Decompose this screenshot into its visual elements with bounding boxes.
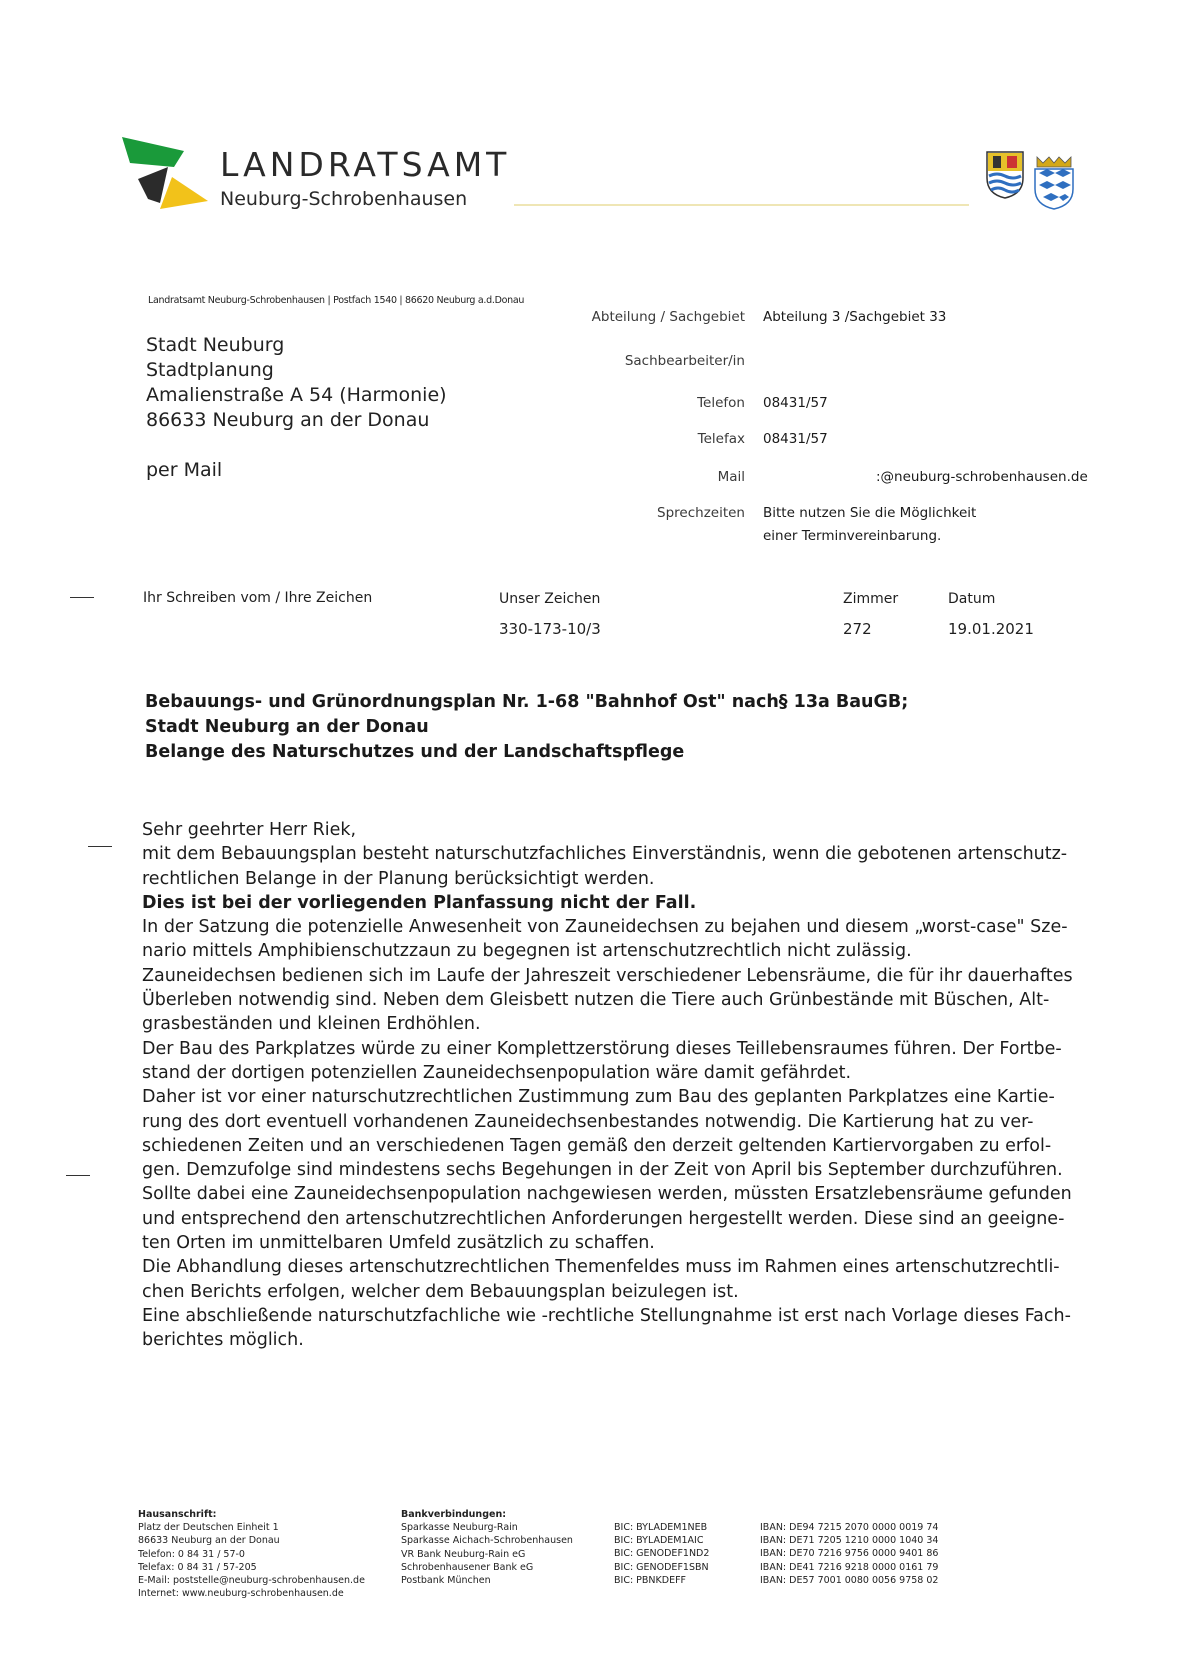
mail-value: :@neuburg-schrobenhausen.de [876, 469, 1088, 485]
delivery-method: per Mail [146, 459, 223, 481]
recipient-line: 86633 Neuburg an der Donau [146, 409, 430, 431]
zimmer-value: 272 [843, 620, 872, 638]
salutation: Sehr geehrter Herr Riek, [142, 820, 357, 840]
telefon-label: Telefon [697, 395, 745, 411]
telefax-value: 08431/57 [763, 431, 828, 447]
recipient-address [146, 333, 447, 433]
ihr-zeichen-label: Ihr Schreiben vom / Ihre Zeichen [143, 590, 373, 606]
mail-label: Mail [717, 469, 745, 485]
body-line: schiedenen Zeiten und an verschiedenen Tagen gemäß den derzeit geltenden Kartiervorgaben zu erfol- [142, 1135, 1052, 1156]
footer-line: Schrobenhausener Bank eG [401, 1561, 534, 1573]
footer-line: Platz der Deutschen Einheit 1 [138, 1522, 279, 1534]
body-line: berichtes möglich. [142, 1330, 304, 1351]
unser-zeichen-value: 330-173-10/3 [499, 620, 601, 638]
footer-line: BIC: BYLADEM1NEB [614, 1522, 708, 1533]
footer-bank-block [401, 1508, 573, 1587]
logo-yellow-shape [160, 177, 208, 209]
telefax-label: Telefax [697, 431, 745, 447]
abteilung-value: Abteilung 3 /Sachgebiet 33 [763, 309, 947, 325]
margin-mark [66, 1175, 90, 1176]
footer-line: BIC: BYLADEM1AIC [614, 1535, 704, 1547]
footer-line: IBAN: DE57 7001 0080 0056 9758 02 [760, 1574, 939, 1586]
recipient-line: Stadtplanung [146, 359, 274, 381]
recipient-line: Amalienstraße A 54 (Harmonie) [146, 384, 447, 406]
header-rule [514, 204, 969, 206]
body-line: Sollte dabei eine Zauneidechsenpopulation nachgewiesen werden, müssten Ersatzlebensräume gefunden [142, 1184, 1072, 1205]
body-line: Der Bau des Parkplatzes würde zu einer Komplettzerstörung dieses Teillebensraumes führen. Der Fortbe- [142, 1038, 1062, 1059]
body-line: Überleben notwendig sind. Neben dem Gleisbett nutzen die Tiere auch Grünbestände mit Büschen, Alt- [142, 990, 1050, 1011]
footer-line: VR Bank Neuburg-Rain eG [401, 1548, 526, 1560]
body-line: grasbeständen und kleinen Erdhöhlen. [142, 1014, 481, 1035]
subject-line: Bebauungs- und Grünordnungsplan Nr. 1-68 "Bahnhof Ost" nach§ 13a BauGB; [145, 692, 909, 712]
footer-line: BIC: GENODEF1ND2 [614, 1548, 710, 1560]
footer-line: 86633 Neuburg an der Donau [138, 1535, 280, 1547]
letter-subject [145, 690, 908, 765]
footer-heading: Hausanschrift: [138, 1509, 217, 1520]
body-line: und entsprechend den artenschutzrechtlichen Anforderungen hergestellt werden. Diese sind an geeigne- [142, 1208, 1065, 1229]
unser-zeichen-label: Unser Zeichen [499, 591, 601, 607]
body-line: ten Orten im unmittelbaren Umfeld zusätzlich zu schaffen. [142, 1233, 655, 1254]
footer-line: BIC: PBNKDEFF [614, 1574, 687, 1586]
logo-green-shape [122, 137, 184, 167]
footer-bic-block [614, 1521, 709, 1587]
body-line: Eine abschließende naturschutzfachliche wie -rechtliche Stellungnahme ist erst nach Vorlage dieses Fach- [142, 1305, 1071, 1326]
body-line: rung des dort eventuell vorhandenen Zauneidechsenbestandes notwendig. Die Kartierung hat zu ver- [142, 1111, 1034, 1132]
district-coat-of-arms-icon [985, 150, 1025, 200]
footer-line: Postbank München [401, 1575, 491, 1587]
abteilung-label: Abteilung / Sachgebiet [591, 309, 745, 325]
bavarian-coat-of-arms-icon [1031, 155, 1077, 211]
logo-title: LANDRATSAMT [220, 145, 511, 184]
fold-mark [70, 597, 94, 598]
footer-line: IBAN: DE94 7215 2070 0000 0019 74 [760, 1522, 939, 1533]
body-line: mit dem Bebauungsplan besteht naturschutzfachliches Einverständnis, wenn die gebotenen artenschutz- [142, 844, 1068, 865]
footer-line: Internet: www.neuburg-schrobenhausen.de [138, 1588, 344, 1600]
body-line: rechtlichen Belange in der Planung berücksichtigt werden. [142, 868, 655, 889]
zimmer-label: Zimmer [843, 591, 899, 607]
footer-heading: Bankverbindungen: [401, 1509, 507, 1520]
logo-dark-shape [138, 167, 168, 203]
body-line: Daher ist vor einer naturschutzrechtlichen Zustimmung zum Bau des geplanten Parkplatzes eine Kartie- [142, 1087, 1055, 1108]
body-line: Die Abhandlung dieses artenschutzrechtlichen Themenfeldes muss im Rahmen eines artenschutzrechtli- [142, 1257, 1060, 1278]
sprechzeiten-label: Sprechzeiten [657, 505, 745, 521]
footer-line: E-Mail: poststelle@neuburg-schrobenhausen.de [138, 1575, 365, 1587]
footer-line: Telefon: 0 84 31 / 57-0 [138, 1548, 245, 1560]
body-line: Zauneidechsen bedienen sich im Laufe der Jahreszeit verschiedener Lebensräume, die für ihr dauerhaftes [142, 965, 1073, 986]
subject-line: Stadt Neuburg an der Donau [145, 717, 429, 737]
footer-line: IBAN: DE71 7205 1210 0000 1040 34 [760, 1535, 939, 1547]
landratsamt-logo-mark [122, 137, 212, 213]
footer-line: IBAN: DE41 7216 9218 0000 0161 79 [760, 1561, 939, 1573]
recipient-line: Stadt Neuburg [146, 334, 285, 356]
telefon-value: 08431/57 [763, 395, 828, 411]
logo-subtitle: Neuburg-Schrobenhausen [220, 188, 468, 210]
letter-body [142, 818, 1092, 1353]
sprechzeiten-line: Bitte nutzen Sie die Möglichkeit [763, 505, 977, 521]
footer-iban-block [760, 1521, 938, 1587]
footer-line: BIC: GENODEF1SBN [614, 1561, 709, 1573]
margin-mark [88, 846, 112, 847]
footer-line: Sparkasse Aichach-Schrobenhausen [401, 1535, 573, 1547]
body-line-emphasis: Dies ist bei der vorliegenden Planfassung nicht der Fall. [142, 892, 697, 913]
sachbearbeiter-label: Sachbearbeiter/in [624, 353, 745, 369]
datum-value: 19.01.2021 [948, 620, 1034, 638]
datum-label: Datum [948, 591, 996, 607]
footer-line: Telefax: 0 84 31 / 57-205 [138, 1561, 257, 1573]
body-line: stand der dortigen potenziellen Zauneidechsenpopulation wäre damit gefährdet. [142, 1062, 852, 1083]
body-line: nario mittels Amphibienschutzzaun zu begegnen ist artenschutzrechtlich nicht zulässig. [142, 941, 912, 962]
footer-line: IBAN: DE70 7216 9756 0000 9401 86 [760, 1548, 939, 1560]
subject-line: Belange des Naturschutzes und der Landschaftspflege [145, 742, 685, 762]
sprechzeiten-line: einer Terminvereinbarung. [763, 528, 942, 544]
body-line: gen. Demzufolge sind mindestens sechs Begehungen in der Zeit von April bis September durchzuführen. [142, 1160, 1063, 1181]
footer-line: Sparkasse Neuburg-Rain [401, 1522, 518, 1534]
sender-return-address: Landratsamt Neuburg-Schrobenhausen | Postfach 1540 | 86620 Neuburg a.d.Donau [148, 295, 525, 306]
body-line: In der Satzung die potenzielle Anwesenheit von Zauneidechsen zu bejahen und diesem „worst-case" Sze- [142, 917, 1068, 938]
footer-address-block [138, 1508, 365, 1600]
body-line: chen Berichts erfolgen, welcher dem Bebauungsplan beizulegen ist. [142, 1281, 739, 1302]
